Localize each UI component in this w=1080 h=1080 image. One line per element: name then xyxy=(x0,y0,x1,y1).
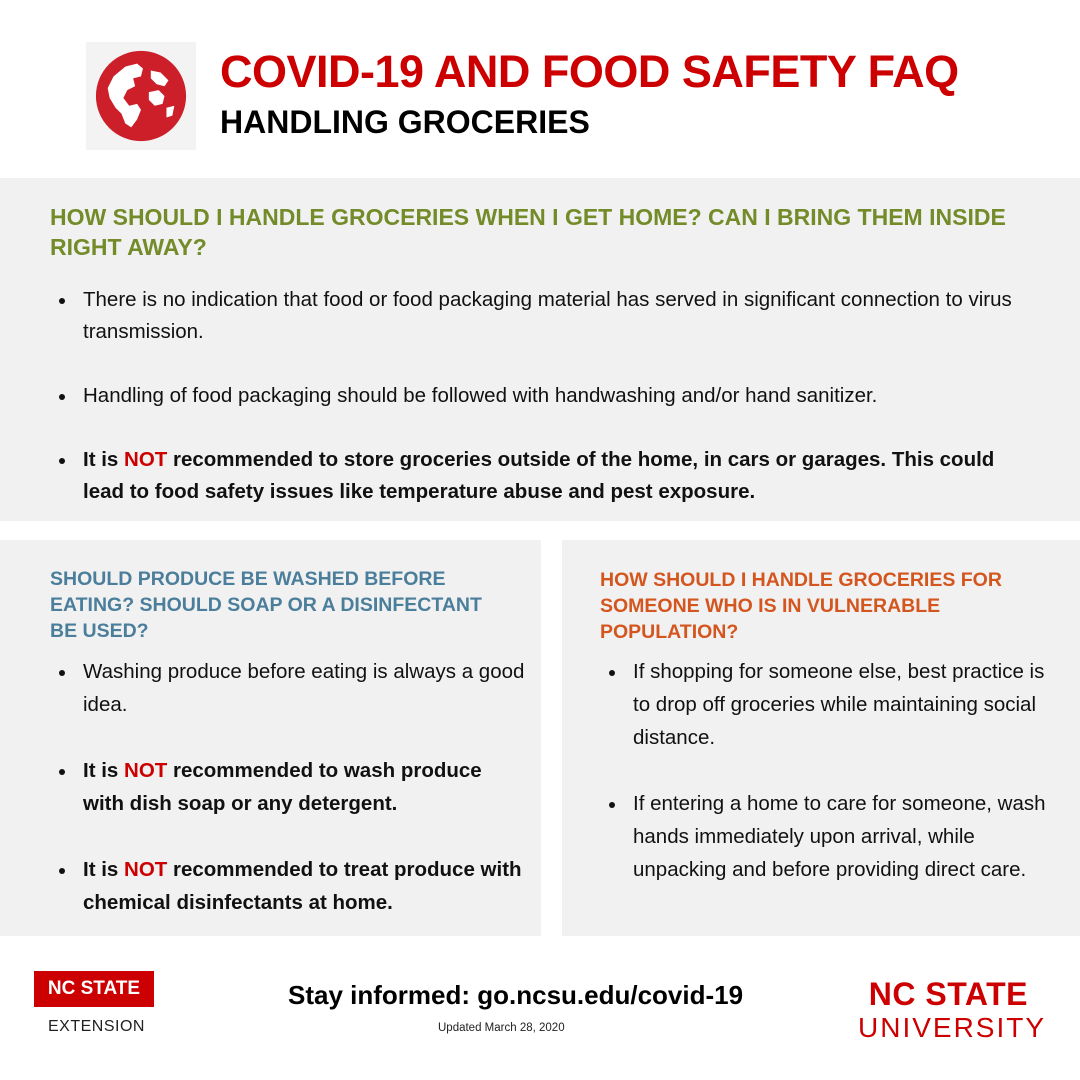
bullet-item-warning xyxy=(50,444,1040,508)
warning-text: recommended to store groceries outside of the home, in cars or garages. This could lead to food safety issues like temperature abuse and pest exposure. xyxy=(83,448,995,503)
not-emphasis: NOT xyxy=(124,448,168,471)
warning-prefix: It is xyxy=(83,858,125,881)
bullet-item: Washing produce before eating is always a good idea. xyxy=(50,655,525,721)
updated-date: Updated March 28, 2020 xyxy=(438,1022,565,1034)
extension-logo-label: EXTENSION xyxy=(48,1018,145,1035)
section-question: HOW SHOULD I HANDLE GROCERIES WHEN I GET HOME? CAN I BRING THEM INSIDE RIGHT AWAY? xyxy=(50,204,1006,260)
page-subtitle: HANDLING GROCERIES xyxy=(220,104,590,140)
bullet-list xyxy=(50,284,1040,540)
globe-icon xyxy=(92,47,190,145)
section-handling-at-home xyxy=(0,178,1080,521)
bullet-item: If entering a home to care for someone, wash hands immediately upon arrival, while unpacking and before providing direct care. xyxy=(600,787,1060,886)
bullet-item: There is no indication that food or food packaging material has served in significant connection to virus transmission. xyxy=(50,284,1040,348)
university-logo-line2: UNIVERSITY xyxy=(858,1012,1047,1043)
warning-prefix: It is xyxy=(83,759,125,782)
globe-icon-tile xyxy=(86,42,196,150)
not-emphasis: NOT xyxy=(124,858,168,881)
warning-prefix: It is xyxy=(83,448,125,471)
bullet-list xyxy=(600,655,1060,919)
section-question: HOW SHOULD I HANDLE GROCERIES FOR SOMEONE WHO IS IN VULNERABLE POPULATION? xyxy=(600,569,1002,643)
section-question: SHOULD PRODUCE BE WASHED BEFORE EATING? SHOULD SOAP OR A DISINFECTANT BE USED? xyxy=(50,568,482,642)
bullet-item-warning xyxy=(50,853,525,919)
bullet-item-warning xyxy=(50,754,525,820)
extension-logo-badge: NC STATE xyxy=(34,971,154,1007)
bullet-item: If shopping for someone else, best practice is to drop off groceries while maintaining social distance. xyxy=(600,655,1060,754)
section-washing-produce xyxy=(0,540,541,936)
page-title: COVID-19 AND FOOD SAFETY FAQ xyxy=(220,46,959,97)
warning-text: recommended to treat produce with chemical disinfectants at home. xyxy=(83,858,522,914)
header xyxy=(0,0,1080,178)
section-vulnerable-population xyxy=(562,540,1080,936)
stay-informed-link[interactable]: Stay informed: go.ncsu.edu/covid-19 xyxy=(288,980,744,1010)
bullet-item: Handling of food packaging should be followed with handwashing and/or hand sanitizer. xyxy=(50,380,1040,412)
footer xyxy=(0,936,1080,1080)
not-emphasis: NOT xyxy=(124,759,168,782)
warning-text: recommended to wash produce with dish soap or any detergent. xyxy=(83,759,482,815)
university-logo-line1: NC STATE xyxy=(868,976,1028,1012)
bullet-list xyxy=(50,655,525,952)
